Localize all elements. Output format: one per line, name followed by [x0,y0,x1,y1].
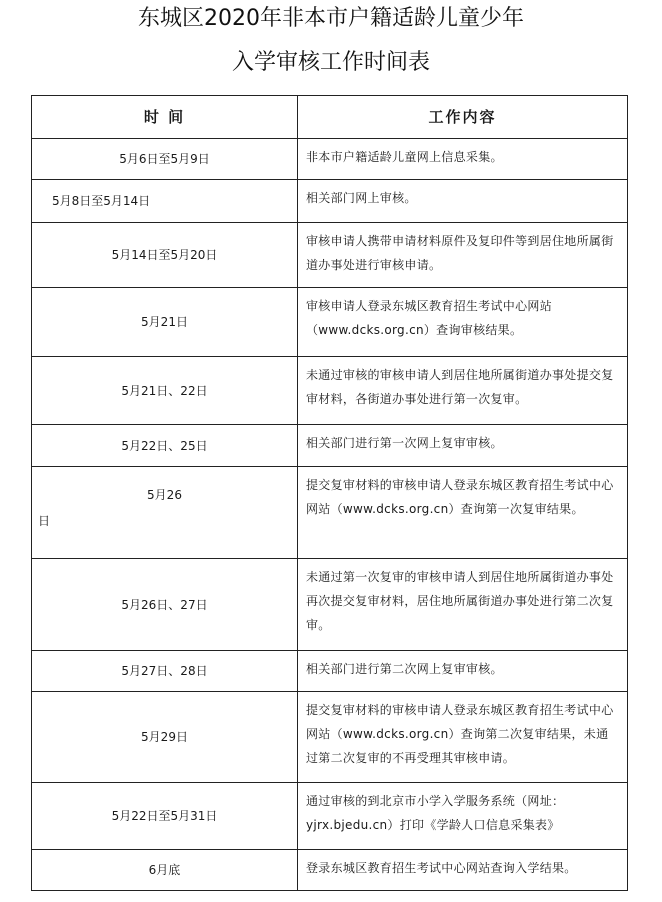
document-title-line2: 入学审核工作时间表 [231,50,430,75]
schedule-table [31,95,628,891]
row-content: 通过审核的到北京市小学入学服务系统（网址：yjrx.bjedu.cn）打印《学龄人口信息采集表》 [298,783,628,850]
row-time: 5月27日、28日 [32,651,298,692]
row-content: 未通过审核的审核申请人到居住地所属街道办事处提交复审材料，各街道办事处进行第一次复审。 [298,357,628,425]
row-content: 提交复审材料的审核申请人登录东城区教育招生考试中心网站（www.dcks.org.cn）查询第二次复审结果，未通过第二次复审的不再受理其审核申请。 [298,692,628,783]
row-time-main: 5月26 [147,488,182,502]
row-content: 审核申请人携带申请材料原件及复印件等到居住地所属街道办事处进行审核申请。 [298,223,628,288]
row-content: 登录东城区教育招生考试中心网站查询入学结果。 [298,850,628,891]
row-time: 5月21日 [32,288,298,357]
table-row [32,559,628,651]
row-time-tail: 日 [38,514,51,528]
row-content: 相关部门进行第二次网上复审审核。 [298,651,628,692]
document-title-line1: 东城区2020年非本市户籍适龄儿童少年 [138,6,524,31]
row-time: 5月14日至5月20日 [32,223,298,288]
row-time: 5月22日至5月31日 [32,783,298,850]
header-time: 时 间 [32,96,298,139]
table-row [32,180,628,223]
table-row [32,467,628,559]
row-content: 相关部门进行第一次网上复审审核。 [298,425,628,467]
table-row [32,223,628,288]
row-content: 相关部门网上审核。 [298,180,628,223]
row-time [32,467,298,559]
table-row [32,288,628,357]
row-content: 非本市户籍适龄儿童网上信息采集。 [298,139,628,180]
table-header-row [32,96,628,139]
table-row [32,783,628,850]
table-row [32,357,628,425]
row-content: 未通过第一次复审的审核申请人到居住地所属街道办事处再次提交复审材料，居住地所属街道办事处进行第二次复审。 [298,559,628,651]
row-content: 审核申请人登录东城区教育招生考试中心网站（www.dcks.org.cn）查询审核结果。 [298,288,628,357]
row-content: 提交复审材料的审核申请人登录东城区教育招生考试中心网站（www.dcks.org.cn）查询第一次复审结果。 [298,467,628,559]
table-row [32,850,628,891]
table-row [32,425,628,467]
row-time: 5月6日至5月9日 [32,139,298,180]
row-time: 5月8日至5月14日 [32,180,298,223]
row-time: 5月29日 [32,692,298,783]
table-row [32,139,628,180]
row-time: 5月22日、25日 [32,425,298,467]
row-time: 6月底 [32,850,298,891]
row-time: 5月21日、22日 [32,357,298,425]
row-time: 5月26日、27日 [32,559,298,651]
table-row [32,692,628,783]
table-row [32,651,628,692]
header-content: 工作内容 [298,96,628,139]
